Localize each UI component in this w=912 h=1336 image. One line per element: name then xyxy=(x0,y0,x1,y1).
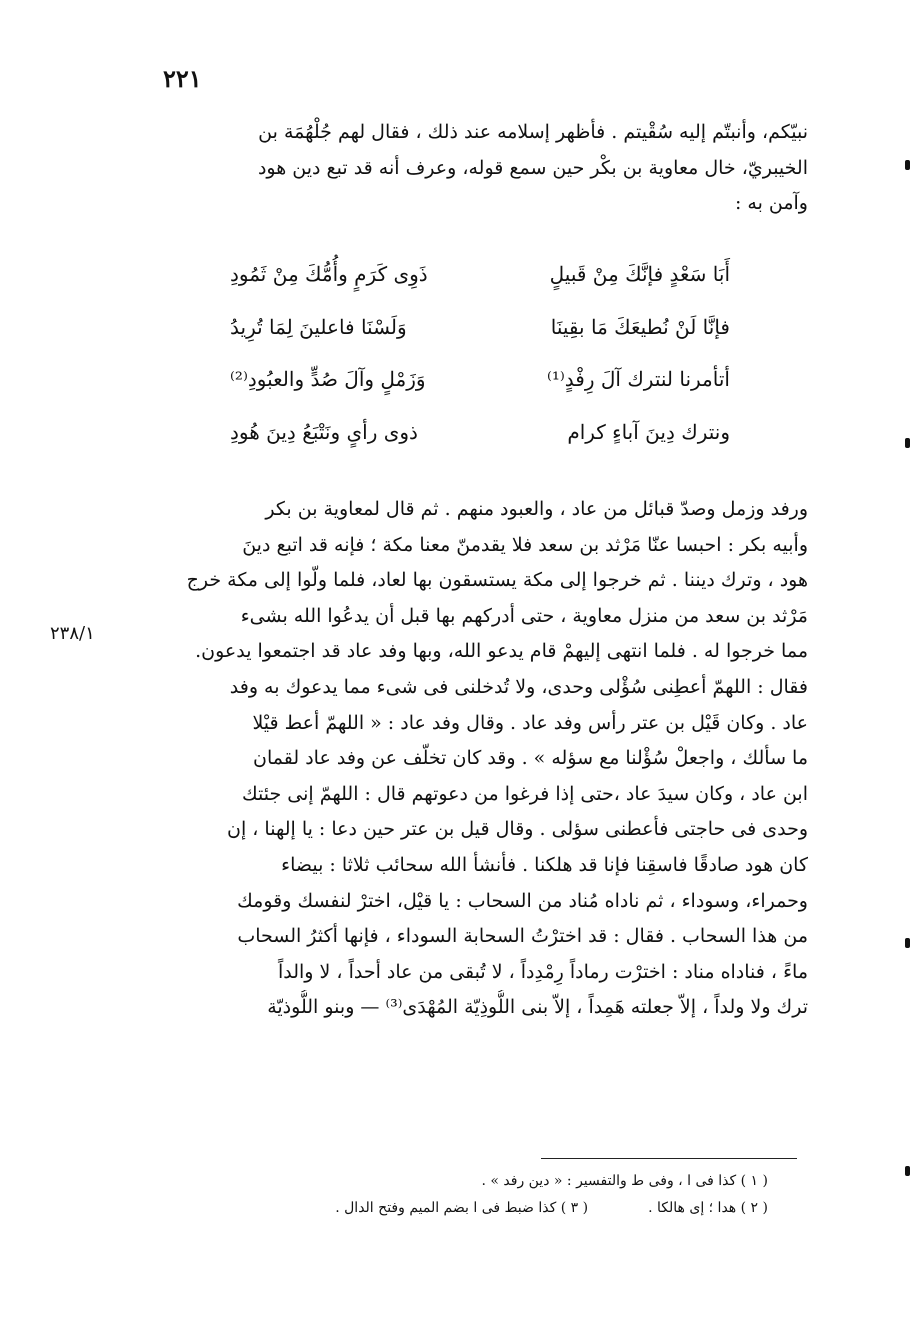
text-line: ما سألك ، واجعلْ سُؤْلنا مع سؤله » . وقد كان تخلّف عن وفد عاد لقمان xyxy=(253,747,808,770)
text-line: ورفد وزمل وصدّ قبائل من عاد ، والعبود منهم . ثم قال لمعاوية بن بكر xyxy=(265,498,808,520)
poem-hemistich-first: ونترك دِينَ آباءٍ كرام xyxy=(567,419,730,444)
poem xyxy=(230,262,730,472)
footnote-row xyxy=(170,1168,768,1195)
margin-reference: ٢٣٨/١ xyxy=(50,623,95,644)
poem-hemistich-first: فإنَّا لَنْ نُطيعَكَ مَا بقِينَا xyxy=(550,314,730,339)
text-line: هود ، وترك ديننا . ثم خرجوا إلى مكة يستسقون بها لعاد، فلما ولّوا إلى مكة خرج xyxy=(186,569,808,592)
footnotes xyxy=(170,1168,768,1222)
text-line: نبيّكم، وأنبتّم إليه سُقْيتم . فأظهر إسلامه عند ذلك ، فقال لهم جُلْهُمَة بن xyxy=(258,121,808,143)
text-line: وحدى فى حاجتى فأعطنى سؤلى . وقال قيل بن عتر حين دعا : يا إلهنا ، إن xyxy=(226,818,808,841)
text-line: من هذا السحاب . فقال : قد اخترْتُ السحابة السوداء ، فإنها أكثرُ السحاب xyxy=(237,925,808,948)
text-line: كان هود صادقًا فاسقِنا فإنا قد هلكنا . فأنشأ الله سحائب ثلاثا : بيضاء xyxy=(281,853,808,876)
footnote-row xyxy=(170,1195,768,1222)
text-line: مما خرجوا له . فلما انتهى إليهمْ قام يدعو الله، وبها وفد عاد قد اجتمعوا يدعون. xyxy=(195,640,808,663)
poem-hemistich-second: وَلَسْنَا فاعلينَ لِمَا تُرِيدُ xyxy=(230,314,407,339)
poem-hemistich-second: وَزَمْلٍ وآلَ صُدٍّ والعبُودِ⁽²⁾ xyxy=(230,367,426,391)
scan-edge-mark xyxy=(905,938,910,948)
text-line: عاد . وكان قَيْل بن عتر رأس وفد عاد . وقال وفد عاد : « اللهمّ أعط قيْلا xyxy=(252,711,808,734)
scan-edge-mark xyxy=(905,1166,910,1176)
footnote-3: ( ٣ ) كذا ضبط فى ا بضم الميم وفتح الدال . xyxy=(335,1200,589,1216)
page-number: ٢٢١ xyxy=(163,64,202,93)
footnote-1: ( ١ ) كذا فى ا ، وفى ط والتفسير : « دين رفد » . xyxy=(481,1173,768,1189)
poem-verse xyxy=(230,315,730,368)
text-line: ترك ولا ولداً ، إلاّ جعلته هَمِداً ، إلاّ بنى اللُّوذِيّة المُهْدَى⁽³⁾ — وبنو اللُّوذيّة xyxy=(267,996,808,1019)
text-line: فقال : اللهمّ أعطِنى سُؤْلى وحدى، ولا تُدخلنى فى شىء مما يدعوك به وفد xyxy=(229,675,808,698)
poem-hemistich-first: أتأمرنا لنترك آلَ رِفْدٍ⁽¹⁾ xyxy=(546,367,730,391)
main-paragraph xyxy=(160,492,808,1026)
text-line: وأبيه بكر : احبسا عنّا مَرْثد بن سعد فلا يقدمنّ معنا مكة ؛ فإنه قد اتبع دينَ xyxy=(242,533,808,556)
poem-verse xyxy=(230,262,730,315)
poem-hemistich-first: أَبَا سَعْدٍ فإنَّكَ مِنْ قَبيلٍ xyxy=(549,262,730,286)
footnote-2: ( ٢ ) هدا ؛ إى هالكا . xyxy=(648,1200,768,1216)
text-line: الخيبريّ، خال معاوية بن بكْر حين سمع قوله، وعرف أنه قد تبع دين هود xyxy=(257,156,808,179)
poem-verse xyxy=(230,420,730,473)
scan-edge-mark xyxy=(905,438,910,448)
text-line: مَرْثد بن سعد من منزل معاوية ، حتى أدركهم بها قبل أن يدعُوا الله بشىء xyxy=(240,604,808,627)
text-line: وآمن به : xyxy=(734,192,808,215)
intro-paragraph xyxy=(160,115,808,222)
scan-edge-mark xyxy=(905,160,910,170)
text-line: ماءً ، فناداه مناد : اخترْت رماداً رِمْدِداً ، لا تُبقى من عاد أحداً ، لا والداً xyxy=(277,960,808,983)
text-line: ابن عاد ، وكان سيدَ عاد ،حتى إذا فرغوا من دعوتهم قال : اللهمّ إنى جئتك xyxy=(242,782,808,805)
text-line: وحمراء، وسوداء ، ثم ناداه مُناد من السحاب : يا قيْل، اخترْ لنفسك وقومك xyxy=(237,889,808,912)
poem-verse xyxy=(230,367,730,420)
footnote-divider xyxy=(541,1158,797,1159)
poem-hemistich-second: ذَوِى كَرَمٍ وأُمُّكَ مِنْ ثَمُودِ xyxy=(230,262,428,286)
poem-hemistich-second: ذوى رأىٍ ونَتْبَعُ دِينَ هُودِ xyxy=(230,419,418,444)
